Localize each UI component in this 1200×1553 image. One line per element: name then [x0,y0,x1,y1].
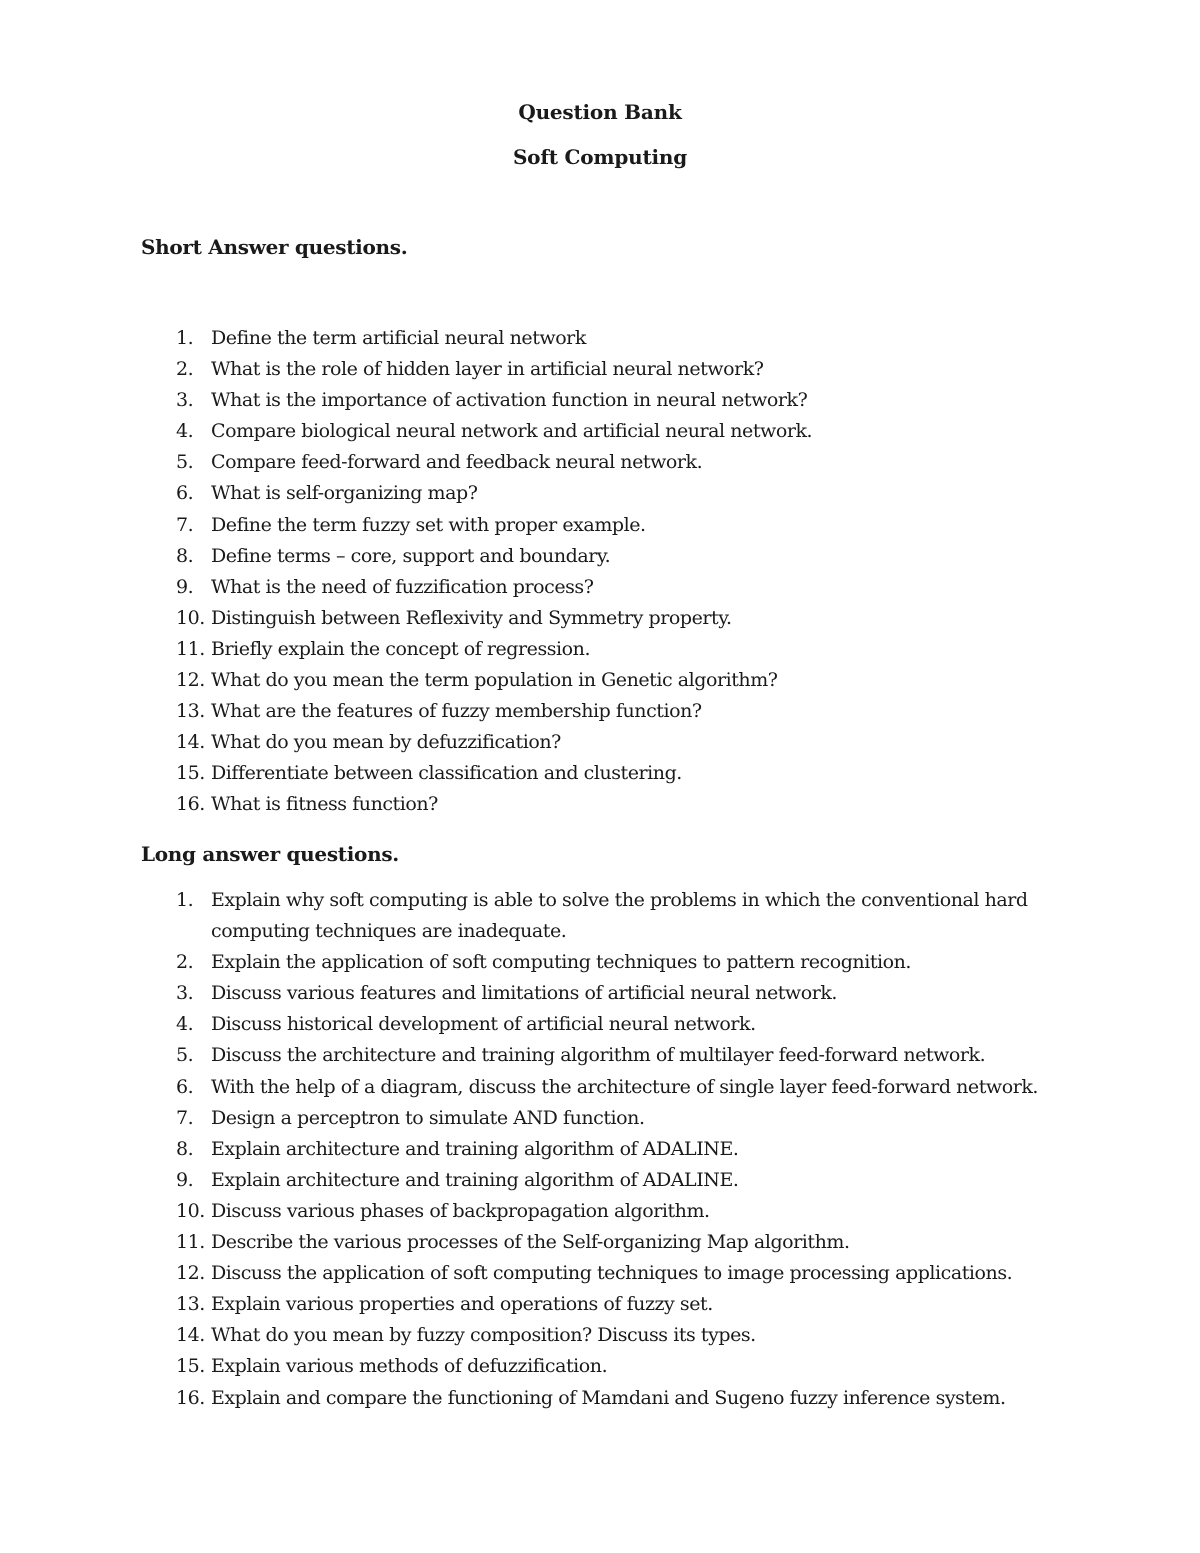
list-item [0,510,1200,541]
list-item [0,758,1200,789]
question-text: Differentiate between classification and clustering. [211,762,682,785]
list-item [0,634,1200,665]
question-number: 10. [176,606,205,629]
list-item [0,1072,1200,1103]
question-text: Explain various properties and operations of fuzzy set. [211,1293,713,1316]
list-item [0,885,1200,947]
question-number: 11. [176,1231,205,1254]
question-number: 14. [176,731,205,754]
question-text: Explain and compare the functioning of Mamdani and Sugeno fuzzy inference system. [211,1386,1006,1409]
question-number: 12. [176,669,205,692]
question-number: 14. [176,1324,205,1347]
list-item [0,416,1200,447]
question-number: 5. [176,1044,194,1067]
question-number: 3. [176,389,194,412]
question-number: 16. [176,1386,205,1409]
list-item [0,1134,1200,1165]
list-item [0,978,1200,1009]
question-number: 13. [176,700,205,723]
question-text: Define the term fuzzy set with proper example. [211,513,646,536]
list-item [0,1103,1200,1134]
question-number: 11. [176,637,205,660]
list-item [0,1383,1200,1414]
list-item [0,603,1200,634]
question-text: Discuss various phases of backpropagation algorithm. [211,1199,710,1222]
list-item [0,1227,1200,1258]
question-number: 9. [176,1168,194,1191]
question-number: 8. [176,544,194,567]
question-text: What do you mean the term population in Genetic algorithm? [211,669,778,692]
question-number: 12. [176,1262,205,1285]
question-text: What is the role of hidden layer in artificial neural network? [211,358,764,381]
question-text: Distinguish between Reflexivity and Symmetry property. [211,606,732,629]
question-number: 4. [176,420,194,443]
short-answer-heading: Short Answer questions. [141,235,408,259]
question-number: 15. [176,1355,205,1378]
list-item [0,478,1200,509]
question-text: What do you mean by fuzzy composition? Discuss its types. [211,1324,756,1347]
short-answer-list [0,323,1200,821]
question-number: 15. [176,762,205,785]
question-number: 6. [176,1075,194,1098]
list-item [0,696,1200,727]
list-item [0,1258,1200,1289]
question-number: 6. [176,482,194,505]
question-text: What is the importance of activation function in neural network? [211,389,808,412]
question-text: Compare feed-forward and feedback neural network. [211,451,703,474]
list-item [0,447,1200,478]
question-number: 2. [176,358,194,381]
question-text: What are the features of fuzzy membership function? [211,700,702,723]
question-text: Discuss historical development of artificial neural network. [211,1013,756,1036]
question-text: Explain the application of soft computing techniques to pattern recognition. [211,951,912,974]
question-number: 2. [176,951,194,974]
question-number: 9. [176,575,194,598]
question-text: Briefly explain the concept of regression. [211,637,591,660]
question-text: Discuss the architecture and training algorithm of multilayer feed-forward network. [211,1044,986,1067]
list-item [0,789,1200,820]
question-number: 7. [176,513,194,536]
question-number: 4. [176,1013,194,1036]
document-subtitle: Soft Computing [512,145,688,169]
question-number: 10. [176,1199,205,1222]
question-text: Design a perceptron to simulate AND function. [211,1106,645,1129]
list-item [0,572,1200,603]
question-text: What do you mean by defuzzification? [211,731,561,754]
question-number: 8. [176,1137,194,1160]
list-item [0,1196,1200,1227]
list-item [0,354,1200,385]
list-item [0,541,1200,572]
list-item [0,727,1200,758]
question-number: 16. [176,793,205,816]
question-text: Discuss the application of soft computing techniques to image processing applications. [211,1262,1013,1285]
question-number: 1. [176,889,194,911]
question-text: What is self-organizing map? [211,482,478,505]
question-text: Explain various methods of defuzzification. [211,1355,608,1378]
question-text: Define terms – core, support and boundary. [211,544,611,567]
long-answer-heading: Long answer questions. [141,842,399,866]
question-text: Explain architecture and training algorithm of ADALINE. [211,1137,739,1160]
question-number: 7. [176,1106,194,1129]
question-text: Define the term artificial neural network [211,327,586,349]
list-item [0,1351,1200,1382]
list-item [0,323,1200,354]
question-number: 3. [176,982,194,1005]
question-number: 13. [176,1293,205,1316]
list-item [0,1289,1200,1320]
list-item [0,947,1200,978]
question-text: What is the need of fuzzification process? [211,575,594,598]
long-answer-list [0,885,1200,1414]
list-item [0,1009,1200,1040]
question-text: Explain why soft computing is able to solve the problems in which the conventional hard computing techniques are inadequate. [211,889,1028,943]
question-number: 1. [176,327,194,349]
list-item [0,1165,1200,1196]
question-text: Discuss various features and limitations of artificial neural network. [211,982,838,1005]
question-text: With the help of a diagram, discuss the architecture of single layer feed-forward network. [211,1075,1038,1098]
question-text: Compare biological neural network and artificial neural network. [211,420,813,443]
list-item [0,385,1200,416]
question-text: What is fitness function? [211,793,438,816]
document-title: Question Bank [518,100,682,124]
question-text: Explain architecture and training algorithm of ADALINE. [211,1168,739,1191]
list-item [0,1320,1200,1351]
list-item [0,665,1200,696]
list-item [0,1040,1200,1071]
question-number: 5. [176,451,194,474]
question-text: Describe the various processes of the Self-organizing Map algorithm. [211,1231,850,1254]
